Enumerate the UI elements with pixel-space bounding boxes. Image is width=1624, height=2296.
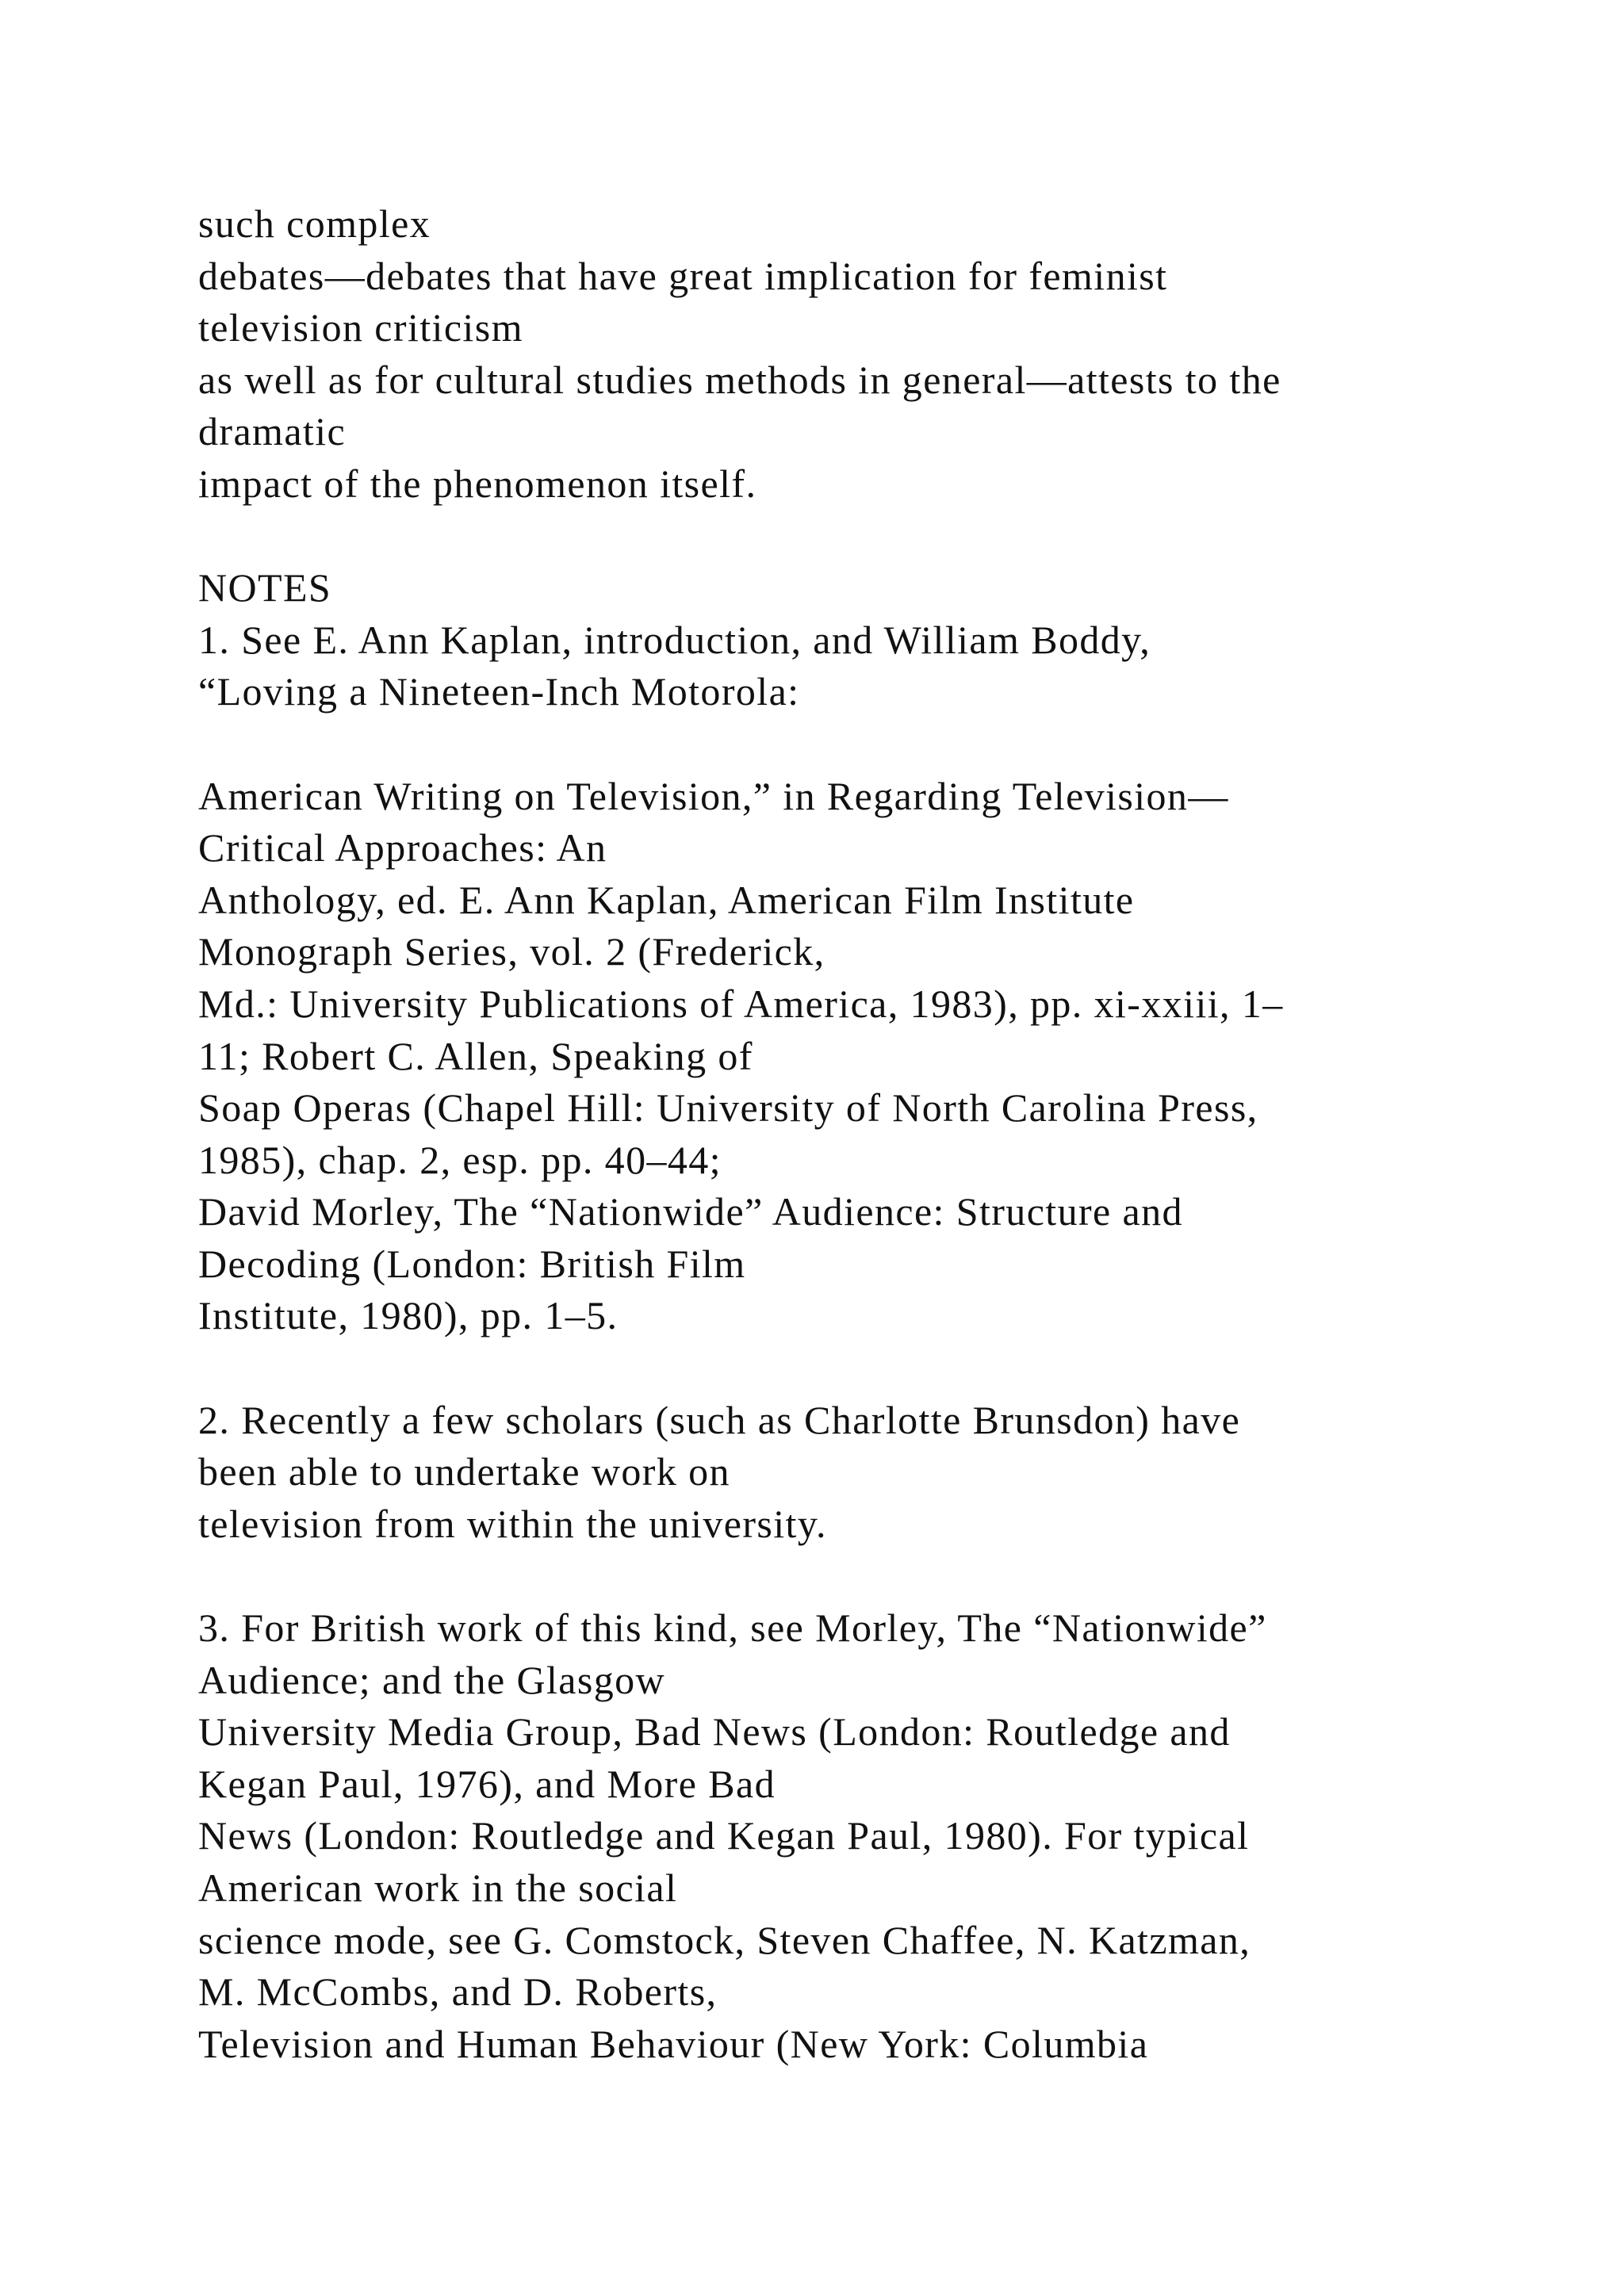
note-3-line: M. McCombs, and D. Roberts, [198, 1969, 718, 2015]
note-1-line: Monograph Series, vol. 2 (Frederick, [198, 929, 825, 974]
document-text [198, 198, 1546, 2070]
note-1-line: David Morley, The “Nationwide” Audience: Structure and [198, 1189, 1183, 1234]
blank-line [198, 718, 1546, 771]
note-1-line: 1. See E. Ann Kaplan, introduction, and William Boddy, [198, 617, 1151, 662]
text-line: television criticism [198, 305, 523, 350]
note-1-line: American Writing on Television,” in Regarding Television— [198, 773, 1229, 818]
note-1-line: Anthology, ed. E. Ann Kaplan, American Film Institute [198, 877, 1135, 922]
text-line: debates—debates that have great implication for feminist [198, 253, 1168, 298]
note-3-line: 3. For British work of this kind, see Morley, The “Nationwide” [198, 1605, 1267, 1651]
note-1-line: Soap Operas (Chapel Hill: University of North Carolina Press, [198, 1085, 1258, 1131]
notes-heading: NOTES [198, 565, 332, 610]
note-2-line: 2. Recently a few scholars (such as Charlotte Brunsdon) have [198, 1397, 1241, 1442]
note-1-line: 1985), chap. 2, esp. pp. 40–44; [198, 1137, 722, 1182]
note-1-line: Md.: University Publications of America, 1983), pp. xi-xxiii, 1– [198, 981, 1284, 1026]
note-3-line: Audience; and the Glasgow [198, 1657, 666, 1702]
note-1-line: Institute, 1980), pp. 1–5. [198, 1293, 619, 1338]
text-line: impact of the phenomenon itself. [198, 461, 757, 506]
blank-line [198, 1342, 1546, 1395]
note-1-line: Decoding (London: British Film [198, 1241, 746, 1286]
note-3-line: science mode, see G. Comstock, Steven Chaffee, N. Katzman, [198, 1917, 1251, 1962]
note-1-line: Critical Approaches: An [198, 825, 607, 871]
note-1-line: “Loving a Nineteen-Inch Motorola: [198, 669, 800, 714]
note-1-line: 11; Robert C. Allen, Speaking of [198, 1033, 753, 1078]
note-3-line: American work in the social [198, 1866, 678, 1910]
note-3-line: News (London: Routledge and Kegan Paul, 1980). For typical [198, 1813, 1250, 1858]
note-3-line: Television and Human Behaviour (New York: Columbia [198, 2021, 1149, 2066]
blank-line [198, 1550, 1546, 1602]
note-3-line: University Media Group, Bad News (London: Routledge and [198, 1709, 1231, 1755]
blank-line [198, 511, 1546, 563]
text-line: dramatic [198, 409, 347, 454]
text-line: as well as for cultural studies methods in general—attests to the [198, 357, 1281, 402]
note-3-line: Kegan Paul, 1976), and More Bad [198, 1761, 776, 1806]
note-2-line: television from within the university. [198, 1501, 827, 1546]
note-2-line: been able to undertake work on [198, 1449, 730, 1494]
text-line: such complex [198, 201, 431, 246]
